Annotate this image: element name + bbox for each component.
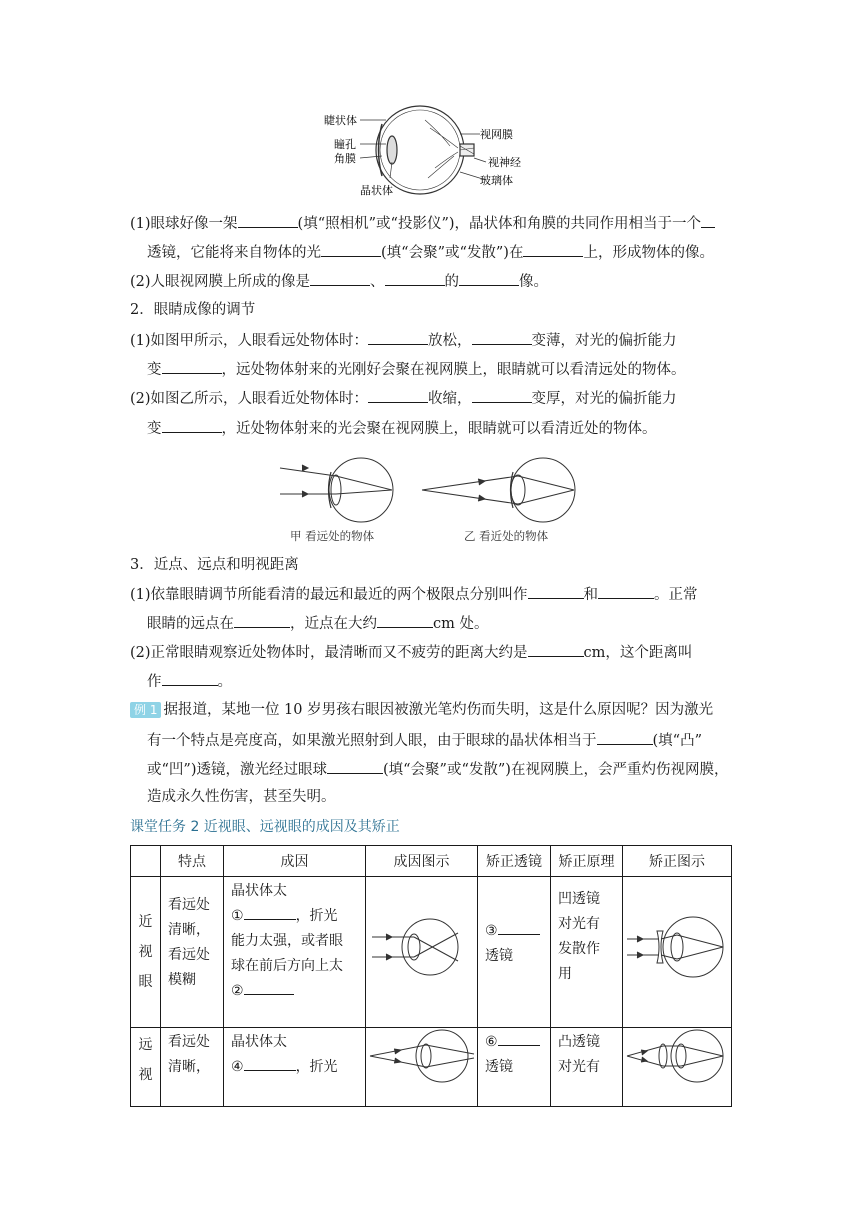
header-cause-diagram: 成因图示 xyxy=(366,846,478,877)
blank xyxy=(498,1030,540,1046)
blank xyxy=(528,583,584,599)
example-line4: 造成永久性伤害，甚至失明。 xyxy=(147,789,336,805)
eyeball-drawing xyxy=(376,106,474,194)
blank xyxy=(472,329,532,345)
s1-q1-line2: 透镜，它能将来自物体的光 (填“会聚”或“发散”)在 上，形成物体的像。 xyxy=(147,241,714,263)
s2-q2-line2: 变 ，近处物体射来的光会聚在视网膜上，眼睛就可以看清近处的物体。 xyxy=(147,417,657,439)
myopia-cause: 晶状体太 ① ，折光 能力太强，或者眼 球在前后方向上太 ② xyxy=(224,877,366,1028)
accommodation-figure-near xyxy=(418,450,588,550)
label-ciliary: 睫状体 xyxy=(324,114,357,127)
label-pupil: 瞳孔 xyxy=(334,138,356,151)
myopia-diagram xyxy=(366,877,476,1023)
myopia-correction-diagram xyxy=(623,877,732,1028)
s2-q1-line2: 变 ，远处物体射来的光刚好会聚在视网膜上，眼睛就可以看清远处的物体。 xyxy=(147,358,686,380)
blank xyxy=(238,212,298,228)
accommodation-figure-far xyxy=(276,450,406,550)
label-vitreous: 玻璃体 xyxy=(480,174,513,187)
myopia-cause-diagram xyxy=(366,877,478,1028)
s3-q1-line1: (1)依靠眼睛调节所能看清的最远和最近的两个极限点分别叫作 和 。正常 xyxy=(130,583,698,605)
example-line2: 有一个特点是亮度高，如果激光照射到人眼，由于眼球的晶状体相当于 (填“凸” xyxy=(147,729,702,751)
caption-near: 乙 看近处的物体 xyxy=(464,529,549,543)
blank xyxy=(523,241,583,257)
blank xyxy=(528,641,584,657)
table-row-hyperopia xyxy=(131,1028,732,1107)
table-row-myopia xyxy=(131,877,732,1028)
eye-defects-table xyxy=(130,845,732,1107)
blank xyxy=(459,270,519,286)
myopia-name: 近 视 眼 xyxy=(131,877,161,1028)
hyperopia-correction-svg xyxy=(623,1028,731,1102)
blank xyxy=(244,1055,296,1071)
myopia-feature: 看远处 清晰， 看远处 模糊 xyxy=(161,877,224,1028)
blank xyxy=(234,612,290,628)
header-correction-diagram: 矫正图示 xyxy=(623,846,732,877)
blank xyxy=(498,919,540,935)
blank xyxy=(321,241,381,257)
s3-q2-line1: (2)正常眼睛观察近处物体时，最清晰而又不疲劳的距离大约是 cm，这个距离叫 xyxy=(130,641,692,663)
header-feature: 特点 xyxy=(161,846,224,877)
eye-anatomy-figure xyxy=(320,98,540,204)
hyperopia-name: 远 视 xyxy=(131,1028,161,1107)
s3-heading: 3．近点、远点和明视距离 xyxy=(130,557,299,573)
label-optic-nerve: 视神经 xyxy=(488,156,521,169)
blank xyxy=(385,270,445,286)
blank xyxy=(244,979,294,995)
hyperopia-diagram xyxy=(366,1028,476,1102)
blank xyxy=(597,729,653,745)
s2-q1-line1: (1)如图甲所示，人眼看远处物体时： 放松， 变薄，对光的偏折能力 xyxy=(130,329,677,351)
blank xyxy=(368,387,428,403)
blank xyxy=(162,417,222,433)
hyperopia-cause: 晶状体太 ④ ，折光 xyxy=(224,1028,366,1107)
s1-q2: (2)人眼视网膜上所成的像是 、 的 像。 xyxy=(130,270,548,292)
table-header-row xyxy=(131,846,732,877)
s2-heading: 2．眼睛成像的调节 xyxy=(130,302,256,318)
blank xyxy=(701,212,715,228)
label-cornea: 角膜 xyxy=(334,152,356,165)
myopia-principle: 凹透镜 对光有 发散作 用 xyxy=(551,877,623,1028)
label-lens: 晶状体 xyxy=(360,184,393,197)
caption-far: 甲 看远处的物体 xyxy=(290,529,375,543)
example-badge: 例 1 xyxy=(130,702,161,718)
blank xyxy=(377,612,433,628)
hyperopia-correction-diagram xyxy=(623,1028,732,1107)
s3-q1-line2: 眼睛的远点在 ，近点在大约 cm 处。 xyxy=(147,612,488,634)
hyperopia-feature: 看远处 清晰， xyxy=(161,1028,224,1107)
blank xyxy=(162,670,218,686)
header-cause: 成因 xyxy=(224,846,366,877)
example-line1: 例 1 据报道，某地一位 10 岁男孩右眼因被激光笔灼伤而失明，这是什么原因呢？因为激光 xyxy=(130,700,713,720)
s1-q1-line1: (1)眼球好像一架 (填“照相机”或“投影仪”)，晶状体和角膜的共同作用相当于一个 xyxy=(130,212,715,234)
blank xyxy=(310,270,370,286)
blank xyxy=(244,904,296,920)
blank xyxy=(598,583,654,599)
s2-q2-line1: (2)如图乙所示，人眼看近处物体时： 收缩， 变厚，对光的偏折能力 xyxy=(130,387,677,409)
hyperopia-principle: 凸透镜 对光有 xyxy=(551,1028,623,1107)
myopia-correction-lens: ③ 透镜 xyxy=(478,877,551,1028)
s3-q2-line2: 作 。 xyxy=(147,670,232,692)
header-correction-lens: 矫正透镜 xyxy=(478,846,551,877)
hyperopia-cause-diagram xyxy=(366,1028,478,1107)
myopia-correction-svg xyxy=(623,877,731,1023)
hyperopia-correction-lens: ⑥ 透镜 xyxy=(478,1028,551,1107)
header-correction-principle: 矫正原理 xyxy=(551,846,623,877)
label-retina: 视网膜 xyxy=(480,128,513,141)
blank xyxy=(368,329,428,345)
blank xyxy=(327,758,383,774)
header-empty xyxy=(131,846,161,877)
example-line3: 或“凹”)透镜，激光经过眼球 (填“会聚”或“发散”)在视网膜上，会严重灼伤视网膜， xyxy=(147,758,728,780)
blank xyxy=(472,387,532,403)
blank xyxy=(162,358,222,374)
task2-title: 课堂任务 2 近视眼、远视眼的成因及其矫正 xyxy=(130,819,400,835)
